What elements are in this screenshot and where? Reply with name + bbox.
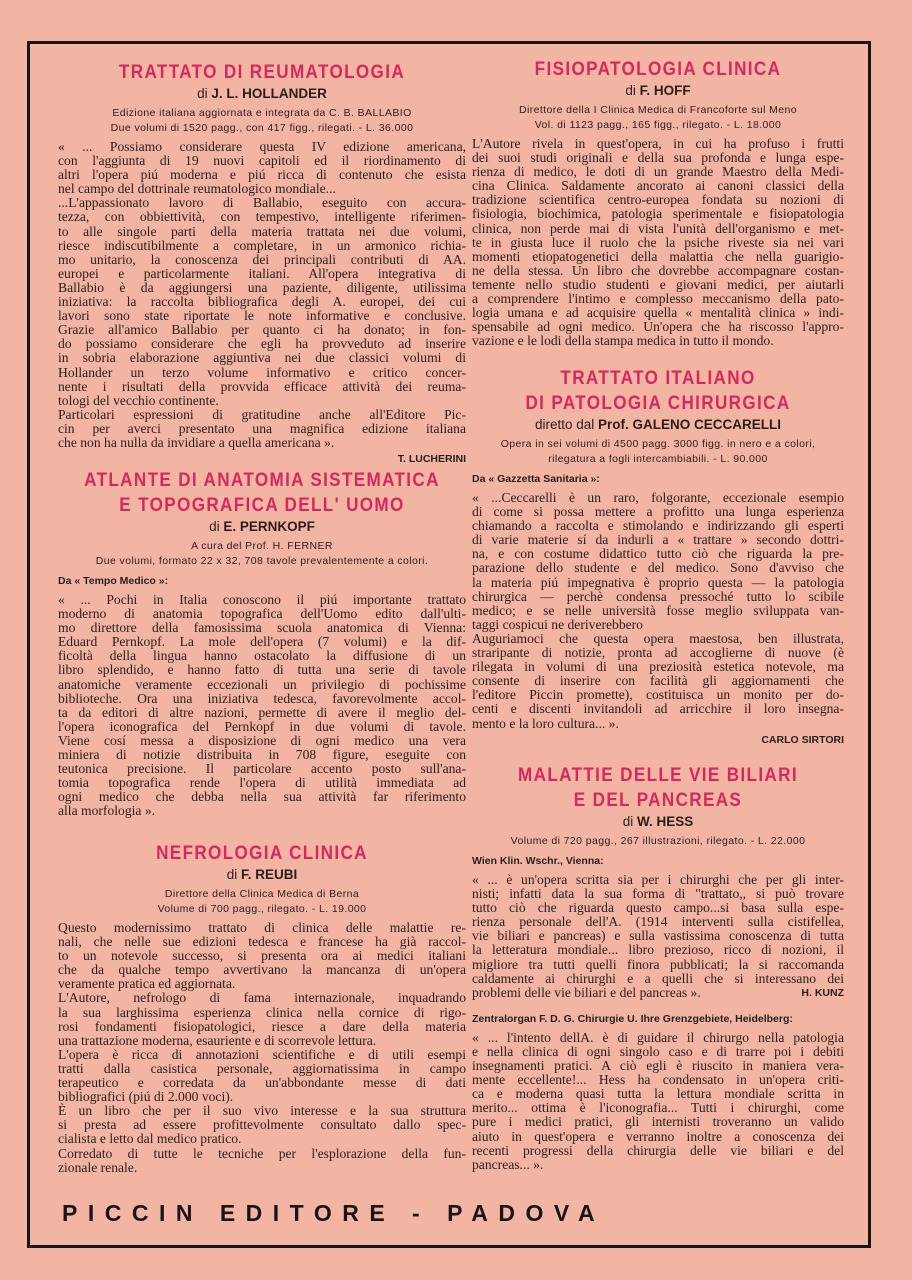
author-name: J. L. HOLLANDER [211, 86, 327, 101]
publisher-footer: PICCIN EDITORE - PADOVA [62, 1200, 606, 1226]
text-line: e nella clinica di ogni singolo caso e di trarre poi i debiti [472, 1043, 844, 1059]
text-line: « ... è un'opera scritta sia per i chirurghi che per gli inter- [472, 872, 844, 887]
text-line: bibliografici (piú di 2.000 voci). [58, 1089, 234, 1105]
text-line: mo direttore della famosissima scuola anatomica di Vienna: [58, 620, 466, 636]
text-line: teutonica precisione. Il particolare accento posto sull'ana- [58, 761, 466, 777]
text-line: la sua larghissima esperienza clinica nella cornice di rigo- [58, 1004, 466, 1020]
text-line: una trattazione moderna, esauriente e di scorrevole lettura. [58, 1032, 377, 1048]
text-line: nel campo del dottrinale reumatologico mondiale... [58, 181, 336, 197]
edition-info: Opera in sei volumi di 4500 pagg. 3000 figg. in nero e a colori, [500, 438, 816, 450]
text-line: « ... Pochi in Italia conoscono il piú importante trattato [58, 592, 466, 607]
paragraph [58, 593, 466, 819]
text-line: ...L'appassionato lavoro di Ballabio, eseguito con accura- [58, 195, 466, 211]
text-line: si presta ad essere profittevolmente consultato dallo spec- [58, 1117, 466, 1133]
text-line: iniziativa: la raccolta bibliografica degli A. europei, dei cui [58, 294, 466, 310]
author-line [472, 813, 844, 831]
reviewer-signature: CARLO SIRTORI [761, 733, 844, 746]
book-reumatologia [58, 60, 466, 467]
text-line: L'Autore, nefrologo di fama internazionale, inquadrando [58, 990, 466, 1006]
paragraph [472, 632, 844, 731]
author-line [472, 82, 844, 100]
text-line: momenti etiopatogenetici della malattia che nella guarigio- [472, 248, 844, 264]
text-line: logia umana e ad acquisire quella « mentalità clinica » indi- [472, 305, 844, 321]
author-name: F. HOFF [639, 83, 691, 98]
text-line: aiuto in quest'opera e verranno inoltre a conoscenza dei [472, 1128, 844, 1144]
text-line: europei e particolarmente italiani. All'opera integrativa di [58, 265, 466, 281]
review-body [58, 593, 466, 819]
text-line: « ...Ceccarelli è un raro, folgorante, eccezionale esempio [472, 490, 844, 505]
author-line [58, 85, 466, 103]
text-line: na, e con costume didattico tutto ciò che riguarda la pre- [472, 546, 844, 562]
text-line: spensabile ad ogni medico. Un'opera che ha riscosso l'appro- [472, 319, 844, 335]
text-line: a comprendere l'intimo e complesso meccanismo della pato- [472, 291, 844, 307]
text-line: che da qualche tempo avvertivano la mancanza di un'opera [58, 962, 466, 978]
book-title: E DEL PANCREAS [573, 790, 743, 811]
text-line: taggi cospicui ne deriverebbero [472, 616, 643, 632]
text-line: lavori sono state riportate le note informative e conclusive. [58, 308, 466, 324]
text-line: chirurgica — perchè condensa pressoché tutto lo scibile [472, 588, 844, 604]
author-line [58, 518, 466, 536]
reviewer-signature: H. KUNZ [801, 986, 844, 999]
paragraph [58, 921, 466, 991]
text-line: tutto ciò che riguarda questo campo...si basa sulla espe- [472, 900, 844, 916]
text-line: di come si possa mettere a profitto una lunga esperienza [472, 504, 844, 520]
text-line: nisti; infatti data la sua forma di "trattato,, si può trovare [472, 886, 844, 902]
text-line: riesce indiscutibilmente a completare, in un armonico richia- [58, 237, 466, 253]
text-line: L'opera è ricca di annotazioni scientifiche e di utili esempi [58, 1046, 466, 1062]
text-line: centi e discenti invitandoli ad arricchire il loro insegna- [472, 701, 844, 717]
text-line: vie biliari e pancreas) e sulla vastissima conoscenza di tutta [472, 928, 844, 944]
paragraph [58, 1104, 466, 1146]
book-vie-biliari [472, 763, 844, 1172]
text-line: to un notevole successo, si presenta ora ai medici italiani [58, 948, 466, 964]
text-line: te in giusta luce il ruolo che la psiche riveste sia nei vari [472, 234, 844, 250]
author-line [58, 866, 466, 884]
author-prefix: di [226, 867, 238, 882]
text-line: con l'aggiunta di 19 nuovi capitoli ed il riordinamento di [58, 153, 466, 169]
book-title: TRATTATO DI REUMATOLOGIA [118, 62, 406, 83]
review-source: Zentralorgan F. D. G. Chirurgie U. Ihre Grenzgebiete, Heidelberg: [472, 1012, 793, 1025]
text-line: merito... ottima è l'iconografia... Tutti i chirurghi, come [472, 1100, 844, 1116]
text-line: « ... l'intento dellA. è di guidare il chirurgo nella patologia [472, 1029, 844, 1045]
text-line: medico; e se nelle università fosse meglio sviluppata van- [472, 602, 844, 618]
author-name: F. REUBI [241, 867, 298, 882]
text-line: mento e la loro cultura... ». [472, 715, 619, 731]
text-line: ogni medico che debba nella sua attività far riferimento [58, 789, 466, 805]
text-line: migliore tra tutti quelli finora pubblicati; la si raccomanda [472, 956, 844, 972]
review-body [472, 1031, 844, 1172]
text-line: altri l'opera piú moderna e piú ricca di contenuto che esista [58, 167, 466, 183]
text-line: caldamente ai chirurghi e a quelli che si interessano dei [472, 970, 844, 986]
paragraph [58, 140, 466, 196]
book-atlante-anatomia [58, 468, 466, 819]
text-line: ca e moderna quasi tutta la lettura mondiale scritta in [472, 1086, 844, 1102]
paragraph [472, 491, 844, 632]
text-line: rienza di medico, le doti di un grande Maestro della Medi- [472, 164, 844, 180]
author-prefix: di [209, 519, 220, 534]
paragraph [472, 873, 844, 1000]
review-body [472, 491, 844, 731]
author-prefix: di [622, 814, 634, 829]
review-body [58, 140, 466, 450]
paragraph [58, 408, 466, 450]
paragraph [58, 196, 466, 407]
text-line: nente i risultati della provvida efficace attività dei reuma- [58, 378, 466, 394]
text-line: vazione e le lodi della stampa medica in tutto il mondo. [472, 333, 774, 349]
review-source: Da « Gazzetta Sanitaria »: [472, 473, 600, 485]
text-line: miniera di notizie distribuita in 708 figure, eseguite con [58, 747, 466, 763]
text-line: alla morfologia ». [58, 803, 156, 819]
text-line: rilegata in volumi di una preziosità estetica notevole, ma [472, 659, 844, 675]
text-line: cina Clinica. Saldamente ancorato ai canoni classici della [472, 178, 844, 194]
text-line: problemi delle vie biliari e del pancreas ». [472, 984, 701, 1000]
paragraph [58, 1147, 466, 1175]
text-line: mo unitario, la conoscenza dei principali contributi di AA. [58, 251, 466, 267]
text-line: tezza, con obbiettività, con tempestivo, intelligente riferimen- [58, 209, 466, 225]
edition-info: A cura del Prof. H. FERNER [191, 540, 333, 552]
text-line: ficoltà della lingua hanno ostacolato la diffusione di un [58, 648, 466, 664]
edition-info: Volume di 700 pagg., rilegato. - L. 19.000 [157, 903, 367, 915]
paragraph [58, 991, 466, 1047]
book-nefrologia-clinica [58, 841, 466, 1175]
edition-info: Direttore della I Clinica Medica di Francoforte sul Meno [518, 104, 797, 116]
edition-info: Due volumi di 1520 pagg., con 417 figg., rilegati. - L. 36.000 [110, 122, 414, 134]
text-line: Ballabio è da aggiungersi una paziente, diligente, utilissima [58, 279, 466, 295]
edition-info: Volume di 720 pagg., 267 illustrazioni, rilegato. - L. 22.000 [510, 835, 806, 847]
text-line: clinica, non perde mai di vista l'unità dell'organismo e met- [472, 220, 844, 236]
text-line: la materia piú impegnativa è proprio questa — la patologia [472, 574, 844, 590]
paragraph [58, 1048, 466, 1104]
text-line: anatomiche veramente eccezionali un privilegio di pochissime [58, 676, 466, 692]
text-line: terapeutico e corredata da un'abbondante messe di dati [58, 1075, 466, 1091]
book-title: NEFROLOGIA CLINICA [156, 843, 368, 864]
author-name: W. HESS [637, 814, 694, 829]
text-line: biblioteche. Ora una iniziativa tedesca, favorevolmente accol- [58, 690, 466, 706]
text-line: dei suoi studi originali e della sua profonda e lunga espe- [472, 150, 844, 166]
text-line: pancreas... ». [472, 1156, 544, 1172]
text-line: tradizione scientifica centro-europea fondata su nozioni di [472, 192, 844, 208]
text-line: ta da editori di altre nazioni, permette di avere il meglio del- [58, 704, 466, 720]
text-line: mente eccellente!... Hess ha condensato in un'opera criti- [472, 1072, 844, 1088]
text-line: cin per averci presentato una magnifica edizione italiana [58, 420, 466, 436]
text-line: straripante di notizie, pronta ad accoglierne di nuove (è [472, 645, 844, 661]
book-title: DI PATOLOGIA CHIRURGICA [525, 393, 791, 414]
text-line: Particolari espressioni di gratitudine anche all'Editore Pic- [58, 406, 466, 422]
text-line: temente nello studio studenti e giovani medici, per aiutarli [472, 276, 844, 292]
paragraph [472, 1031, 844, 1172]
text-line: tratti dalla casistica personale, aggiornatissima in campo [58, 1060, 466, 1076]
text-line: Grazie all'amico Ballabio per quanto ci ha donato; in fon- [58, 322, 466, 338]
text-line: « ... Possiamo considerare questa IV edizione americana, [58, 139, 466, 154]
text-line: rosi fondamenti fisiopatologici, riesce a dare della materia [58, 1018, 466, 1034]
reviewer-signature: T. LUCHERINI [397, 453, 466, 466]
edition-info: Edizione italiana aggiornata e integrata da C. B. BALLABIO [112, 107, 412, 119]
text-line: do possiamo considerare che egli ha provveduto ad inserire [58, 336, 466, 352]
review-body [58, 921, 466, 1175]
author-prefix: di [197, 86, 208, 101]
text-line: parazione dello studente e del medico. Sono d'avviso che [472, 560, 844, 576]
text-line: Viene cosí messa a disposizione di ogni medico una vera [58, 732, 466, 748]
review-body [472, 137, 844, 348]
text-line: L'Autore rivela in quest'opera, in cui ha profuso i frutti [472, 136, 844, 151]
book-title: TRATTATO ITALIANO [560, 368, 756, 389]
text-line: Corredato di tutte le tecniche per l'esplorazione della fun- [58, 1145, 466, 1161]
text-line: nali, che nelle sue edizioni tedesca e francese ha già raccol- [58, 934, 466, 950]
author-name: Prof. GALENO CECCARELLI [598, 417, 782, 432]
text-line: È un libro che per il suo vivo interesse e la sua struttura [58, 1103, 466, 1119]
text-line: consente di inserire con facilità gli aggiornamenti che [472, 673, 844, 689]
text-line: in sobria elaborazione aggiuntiva nei due classici volumi di [58, 350, 466, 366]
text-line: Auguriamoci che questa opera maestosa, ben illustrata, [472, 630, 844, 646]
book-fisiopatologia-clinica [472, 57, 844, 348]
text-line: fisiologia, biochimica, patologia sperimentale e fisiopatologia [472, 206, 844, 222]
text-line: libro splendido, e hanno fatto di tutta una serie di tavole [58, 662, 466, 678]
text-line: rienza personale dell'A. (1914 interventi sulla cistifellea, [472, 914, 844, 930]
author-name: E. PERNKOPF [223, 519, 315, 534]
book-patologia-chirurgica [472, 366, 844, 748]
book-title: FISIOPATOLOGIA CLINICA [534, 59, 782, 80]
review-source: Da « Tempo Medico »: [58, 575, 169, 587]
text-line: tomia topografica rende l'opera di utilità immediata ad [58, 775, 466, 791]
text-line: l'editore Piccin promette), costituisca un monito per do- [472, 687, 844, 703]
book-title: E TOPOGRAFICA DELL' UOMO [119, 495, 405, 516]
text-line: cialista e letto dal medico pratico. [58, 1131, 242, 1147]
text-line: tologi del vecchio continente. [58, 392, 219, 408]
text-line: ne della stessa. Un libro che dovrebbe accompagnare costan- [472, 262, 844, 278]
text-line: recenti progressi della chirurgia delle vie biliari e del [472, 1142, 844, 1158]
text-line: di varie materie sí da indurli a « trattare » secondo dottri- [472, 532, 844, 548]
paragraph [472, 137, 844, 348]
text-line: insegnamenti pratici. A ciò egli è riuscito in maniera vera- [472, 1058, 844, 1074]
edition-info: Direttore della Clinica Medica di Berna [164, 888, 360, 900]
text-line: chiamando a raccolta e stimolando e indirizzando gli esperti [472, 518, 844, 534]
book-title: ATLANTE DI ANATOMIA SISTEMATICA [84, 470, 440, 491]
text-line: veramente pratica ed aggiornata. [58, 976, 236, 992]
text-line: Questo modernissimo trattato di clinica delle malattie re- [58, 920, 466, 935]
author-prefix: di [625, 83, 636, 98]
review-source: Wien Klin. Wschr., Vienna: [472, 855, 604, 867]
book-title: MALATTIE DELLE VIE BILIARI [518, 765, 798, 786]
text-line: zionale renale. [58, 1159, 138, 1175]
edition-info: rilegatura a fogli intercambiabili. - L. 90.000 [548, 453, 768, 465]
text-line: pure i medici pratici, gli internisti troveranno un valido [472, 1114, 844, 1130]
text-line: to alle singole parti della materia trattata nei due volumi, [58, 223, 466, 239]
review-body [472, 873, 844, 1000]
text-line: moderno di anatomia topografica dell'Uomo edito dall'ulti- [58, 606, 466, 622]
text-line: la letteratura mondiale... libro prezioso, ricco di nozioni, il [472, 942, 844, 958]
edition-info: Vol. di 1123 pagg., 165 figg., rilegato. - L. 18.000 [534, 119, 782, 131]
text-line: l'opera iconografica del Pernkopf in due volumi di tavole. [58, 718, 466, 734]
author-prefix: diretto dal [534, 417, 595, 432]
text-line: Eduard Pernkopf. La mole dell'opera (7 volumi) e la dif- [58, 634, 466, 650]
text-line: che non ha nulla da invidiare a quella americana ». [58, 434, 335, 450]
edition-info: Due volumi, formato 22 x 32, 708 tavole prevalentemente a colori. [95, 555, 429, 567]
text-line: Hollander un terzo volume informativo e critico concer- [58, 364, 466, 380]
author-line [472, 416, 844, 434]
